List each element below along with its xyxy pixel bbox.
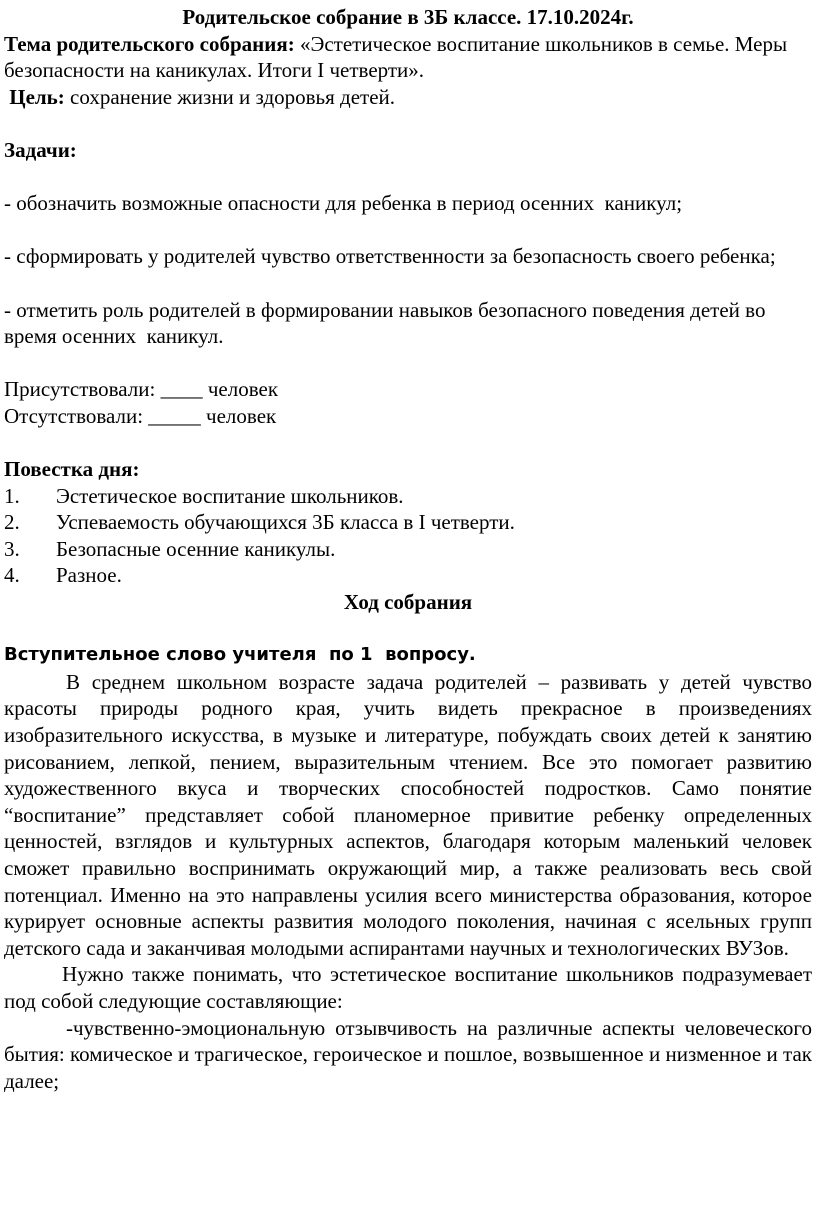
meeting-progress-heading: Ход собрания xyxy=(343,590,473,615)
spacer xyxy=(4,270,812,297)
tasks-heading: Задачи: xyxy=(4,137,77,162)
meeting-goal xyxy=(4,84,812,111)
task-item-3: - отметить роль родителей в формировании навыков безопасного поведения детей во время осенних каникул. xyxy=(4,297,771,349)
agenda-heading: Повестка дня: xyxy=(4,457,140,482)
agenda-list xyxy=(4,483,812,589)
agenda-item-number: 2. xyxy=(4,510,20,535)
agenda-item xyxy=(4,509,812,536)
spacer xyxy=(4,164,812,191)
intro-heading: Вступительное слово учителя по 1 вопросу. xyxy=(4,644,476,666)
goal-label: Цель: xyxy=(9,84,65,109)
attendance-absent: Отсутствовали: _____ человек xyxy=(4,403,277,428)
spacer xyxy=(4,217,812,244)
agenda-item-number: 4. xyxy=(4,563,20,588)
agenda-item-text: Эстетическое воспитание школьников. xyxy=(56,483,404,508)
agenda-item xyxy=(4,562,812,589)
spacer xyxy=(4,616,812,643)
document-title: Родительское собрание в 3Б классе. 17.10.2024г. xyxy=(182,5,634,29)
agenda-item xyxy=(4,536,812,563)
task-item-1: - обозначить возможные опасности для ребенка в период осенних каникул; xyxy=(4,191,683,216)
agenda-item-text: Безопасные осенние каникулы. xyxy=(56,536,336,561)
paragraph-components: Нужно также понимать, что эстетическое воспитание школьников подразумевает под собой следующие составляющие: xyxy=(4,962,812,1013)
task-item-2: - сформировать у родителей чувство ответственности за безопасность своего ребенка; xyxy=(4,244,776,269)
agenda-item-text: Успеваемость обучающихся 3Б класса в I четверти. xyxy=(56,510,515,535)
paragraph-sensory-emotional: -чувственно-эмоциональную отзывчивость на различные аспекты человеческого бытия: комическое и трагическое, героическое и пошлое, возвышенное и низменное и так далее; xyxy=(4,1015,812,1093)
agenda-item-text: Разное. xyxy=(56,563,122,588)
paragraph-aesthetic-education: В среднем школьном возрасте задача родителей – развивать у детей чувство красоты природы родного края, учить видеть прекрасное в произведениях изобразительного искусства, в музыке и литературе, побуждать своих детей к занятию рисованием, лепкой, пением, выразительным чтением. Все это помогает развитию художественного вкуса и творческих способностей подростков. Само понятие “воспитание” представляет собой планомерное привитие ребенку определенных ценностей, взглядов и культурных аспектов, благодаря которым маленький человек сможет правильно воспринимать окружающий мир, а также реализовать весь свой потенциал. Именно на это направлены усилия всего министерства образования, которое курирует основные аспекты развития молодого поколения, начиная с ясельных групп детского сада и заканчивая молодыми аспирантами научных и технологических ВУЗов. xyxy=(4,669,812,960)
topic-label: Тема родительского собрания: xyxy=(4,31,295,56)
goal-text: сохранение жизни и здоровья детей. xyxy=(64,84,396,109)
agenda-item-number: 3. xyxy=(4,536,20,561)
meeting-topic xyxy=(4,31,812,84)
agenda-item xyxy=(4,483,812,510)
topic-text: «Эстетическое воспитание школьников в семье. Меры безопасности на каникулах. Итоги I четверти». xyxy=(4,31,793,83)
attendance-present: Присутствовали: ____ человек xyxy=(4,377,279,402)
spacer xyxy=(4,110,812,137)
spacer xyxy=(4,350,812,377)
agenda-item-number: 1. xyxy=(4,483,20,508)
spacer xyxy=(4,430,812,457)
